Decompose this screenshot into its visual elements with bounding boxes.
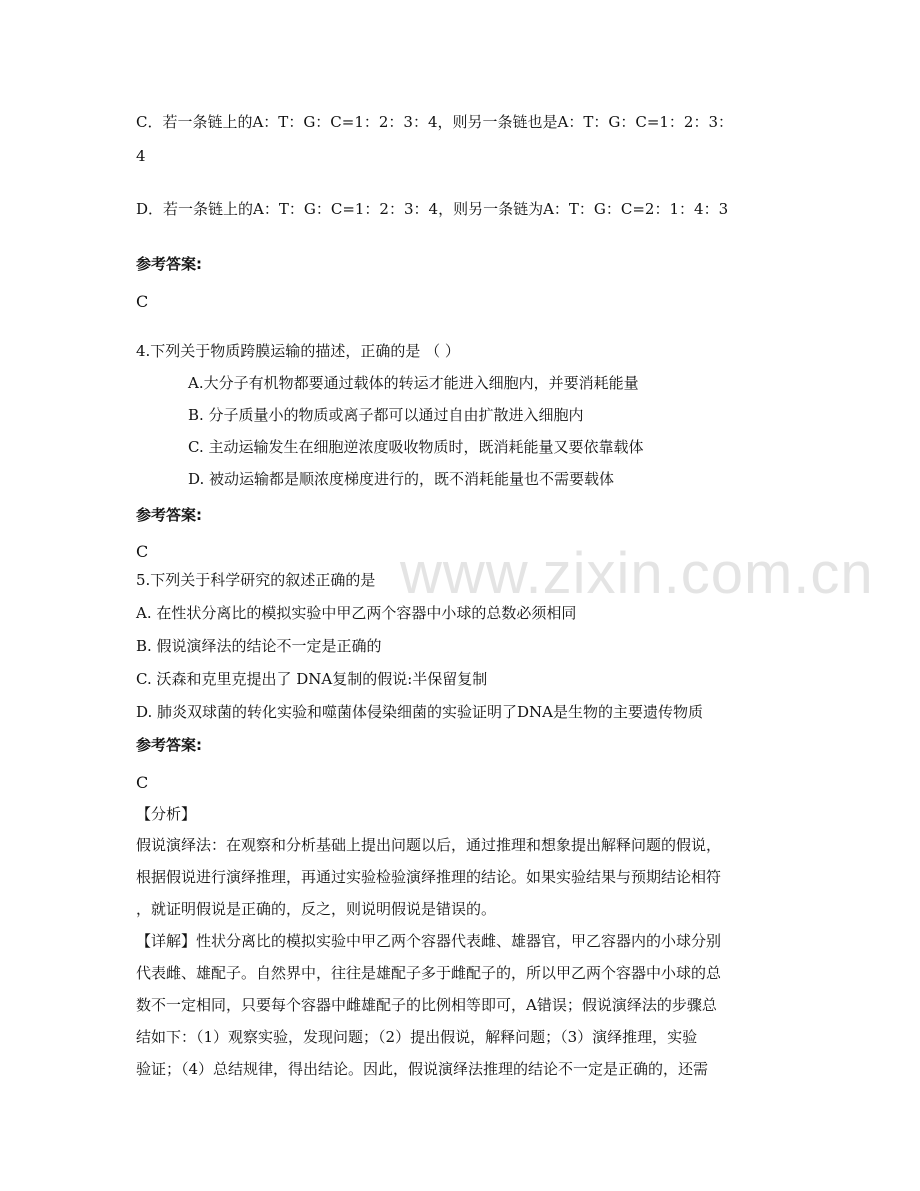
detail-line-5: 验证；（4）总结规律，得出结论。因此，假说演绎法推理的结论不一定是正确的，还需 (136, 1060, 709, 1078)
q5-option-d: D. 肺炎双球菌的转化实验和噬菌体侵染细菌的实验证明了DNA是生物的主要遗传物质 (136, 703, 704, 721)
analysis-heading: 【分析】 (136, 805, 197, 823)
q5-stem: 5.下列关于科学研究的叙述正确的是 (136, 571, 376, 589)
q5-answer-label: 参考答案: (136, 736, 202, 754)
q3-option-c-line1: C．若一条链上的A：T：G：C=1：2：3：4，则另一条链也是A：T：G：C=1：2：3： (136, 113, 734, 131)
watermark: www.zixin.com.cn (400, 541, 874, 606)
q4-option-c: C. 主动运输发生在细胞逆浓度吸收物质时，既消耗能量又要依靠载体 (188, 438, 644, 456)
q3-answer-label: 参考答案: (136, 255, 202, 273)
analysis-line-2: 根据假说进行演绎推理，再通过实验检验演绎推理的结论。如果实验结果与预期结论相符 (136, 868, 722, 886)
analysis-line-3: ，就证明假说是正确的，反之，则说明假说是错误的。 (136, 900, 497, 918)
q3-option-c-line2: 4 (136, 147, 146, 165)
q4-stem: 4.下列关于物质跨膜运输的描述，正确的是 （ ） (136, 342, 460, 360)
q5-option-b: B. 假说演绎法的结论不一定是正确的 (136, 637, 382, 655)
analysis-line-1: 假说演绎法：在观察和分析基础上提出问题以后，通过推理和想象提出解释问题的假说， (136, 836, 722, 854)
q5-option-a: A. 在性状分离比的模拟实验中甲乙两个容器中小球的总数必须相同 (136, 604, 577, 622)
q4-option-b: B. 分子质量小的物质或离子都可以通过自由扩散进入细胞内 (188, 406, 584, 424)
q4-option-d: D. 被动运输都是顺浓度梯度进行的，既不消耗能量也不需要载体 (188, 470, 615, 488)
q4-answer: C (136, 542, 149, 561)
q4-answer-label: 参考答案: (136, 506, 202, 524)
detail-line-4: 结如下：（1）观察实验，发现问题；（2）提出假说，解释问题；（3）演绎推理，实验 (136, 1028, 698, 1046)
q3-answer: C (136, 292, 149, 311)
q4-option-a: A.大分子有机物都要通过载体的转运才能进入细胞内，并要消耗能量 (188, 374, 639, 392)
detail-line-1: 【详解】性状分离比的模拟实验中甲乙两个容器代表雌、雄器官，甲乙容器内的小球分别 (136, 932, 722, 950)
detail-line-3: 数不一定相同，只要每个容器中雌雄配子的比例相等即可，A错误；假说演绎法的步骤总 (136, 996, 717, 1014)
q5-answer: C (136, 773, 149, 792)
q3-option-d: D．若一条链上的A：T：G：C=1：2：3：4，则另一条链为A：T：G：C=2：1：4：3 (136, 200, 729, 218)
detail-line-2: 代表雌、雄配子。自然界中，往往是雄配子多于雌配子的，所以甲乙两个容器中小球的总 (136, 964, 722, 982)
q5-option-c: C. 沃森和克里克提出了 DNA复制的假说:半保留复制 (136, 670, 488, 688)
